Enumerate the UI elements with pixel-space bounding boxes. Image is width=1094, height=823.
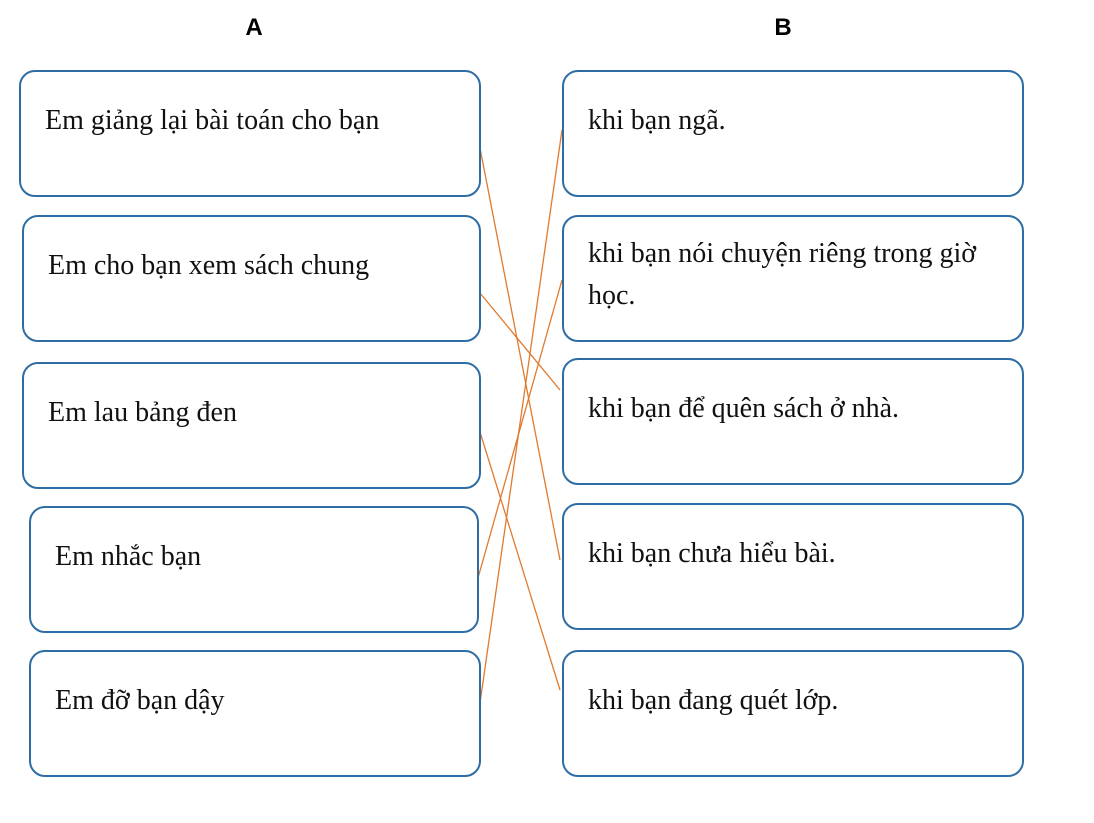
column-a-header: A <box>245 14 263 41</box>
column-a-item-5-text: Em đỡ bạn dậy <box>55 685 225 716</box>
match-line-0 <box>480 148 560 560</box>
column-a-item-3-text: Em lau bảng đen <box>48 397 237 428</box>
match-line-3 <box>478 280 562 578</box>
column-b-item-1-text: khi bạn ngã. <box>588 105 726 136</box>
column-a-item-5[interactable] <box>29 650 481 777</box>
column-b-item-2[interactable] <box>562 215 1024 342</box>
column-b-header: B <box>774 14 792 41</box>
column-a-item-1[interactable] <box>19 70 481 197</box>
column-a-item-4[interactable] <box>29 506 479 633</box>
column-b-item-5-text: khi bạn đang quét lớp. <box>588 685 839 716</box>
column-b-item-2-text: khi bạn nói chuyện riêng trong giờ học. <box>588 238 977 311</box>
column-a-item-4-text: Em nhắc bạn <box>55 541 202 572</box>
column-b-item-4-text: khi bạn chưa hiểu bài. <box>588 538 836 569</box>
column-a-item-1-text: Em giảng lại bài toán cho bạn <box>45 105 380 136</box>
column-b-item-5[interactable] <box>562 650 1024 777</box>
column-b-item-3[interactable] <box>562 358 1024 485</box>
column-b-item-4[interactable] <box>562 503 1024 630</box>
match-line-1 <box>480 293 560 390</box>
column-a-item-2[interactable] <box>22 215 481 342</box>
column-b-item-3-text: khi bạn để quên sách ở nhà. <box>588 393 900 424</box>
column-a-item-3[interactable] <box>22 362 481 489</box>
match-line-2 <box>480 432 560 690</box>
column-a-item-2-text: Em cho bạn xem sách chung <box>48 250 370 281</box>
match-line-4 <box>480 130 562 703</box>
column-b-item-1[interactable] <box>562 70 1024 197</box>
